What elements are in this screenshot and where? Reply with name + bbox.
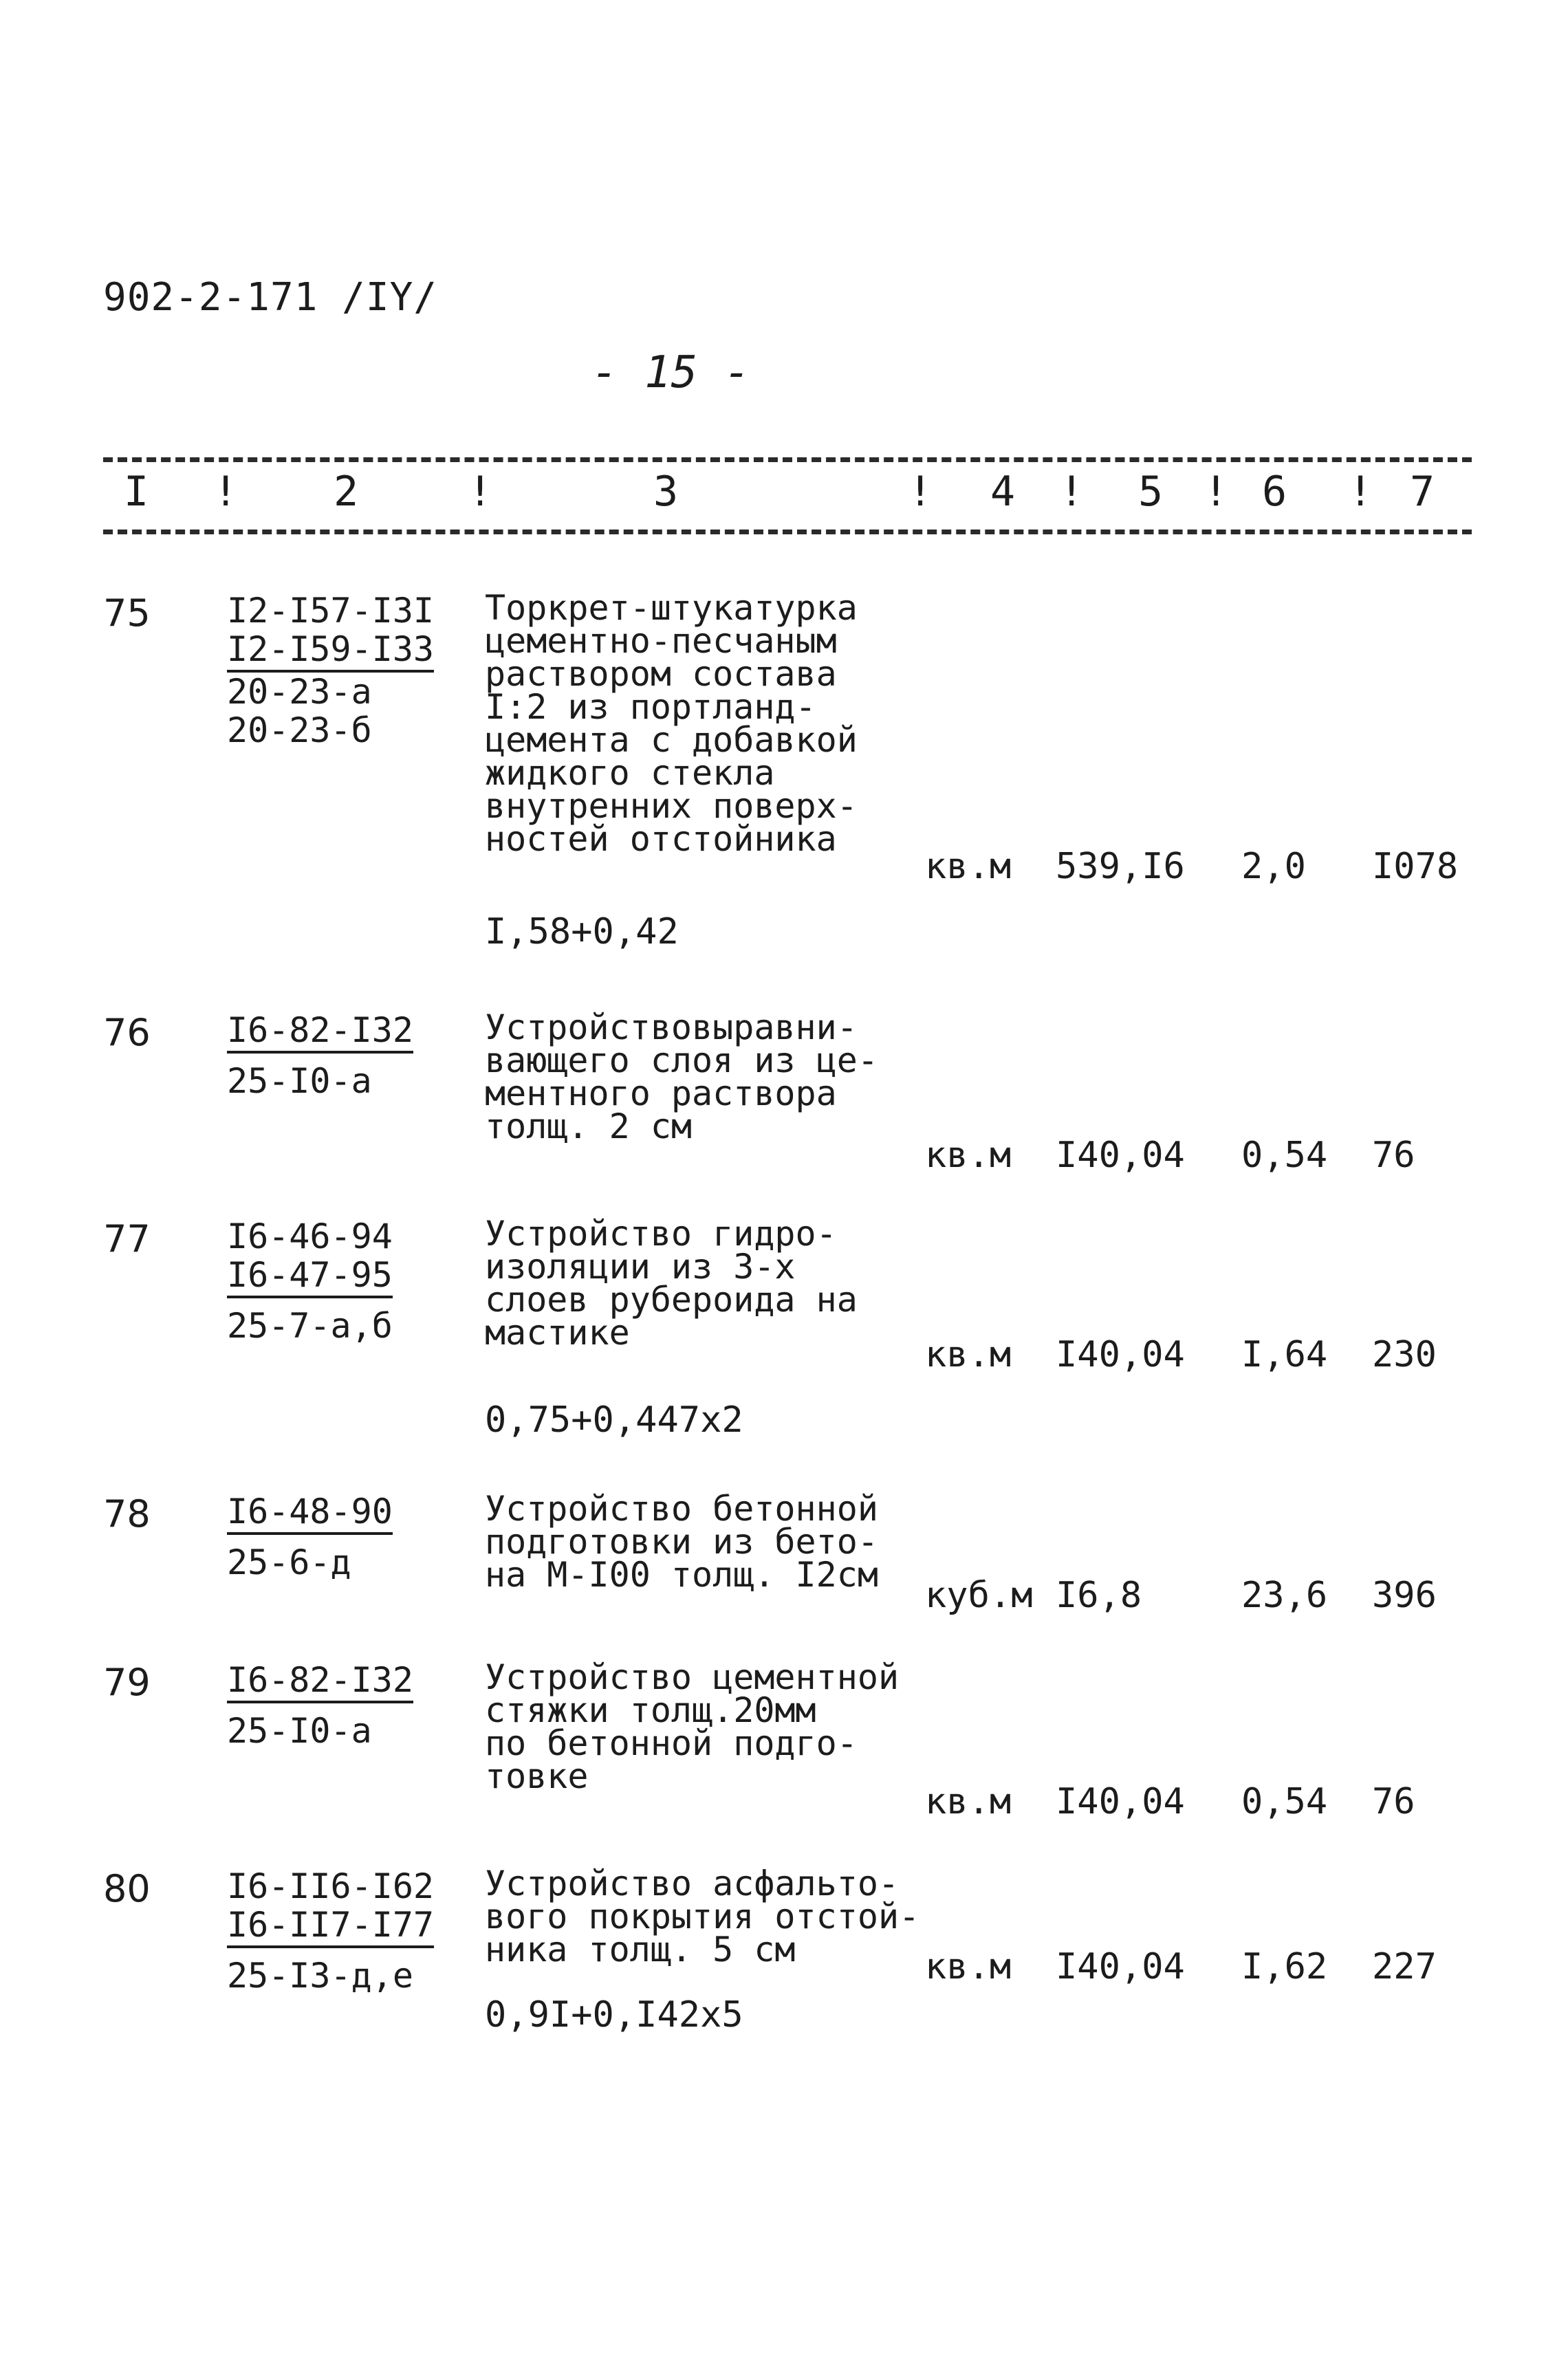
column-separator: !	[908, 468, 933, 516]
row-formula: 0,9I+0,I42х5	[485, 1994, 743, 2036]
column-header-2: 2	[334, 468, 359, 516]
code: 20-23-а	[227, 672, 372, 712]
column-header-5: 5	[1138, 468, 1164, 516]
row-unit: кв.м	[925, 1334, 1012, 1375]
table-header-bottom-rule	[103, 530, 1472, 534]
row-formula: I,58+0,42	[485, 911, 679, 952]
code: I2-I57-I3I	[227, 591, 435, 631]
row-total: I078	[1372, 846, 1459, 887]
row-codes	[227, 1867, 434, 1995]
column-header-6: 6	[1262, 468, 1287, 516]
row-description: Устройство бетонной подготовки из бето- на М-I00 толщ. I2см	[485, 1489, 878, 1595]
table-header-top-rule	[103, 457, 1472, 462]
code: 20-23-б	[227, 710, 372, 750]
row-total: 76	[1372, 1135, 1415, 1176]
row-number: 78	[103, 1492, 151, 1536]
row-unit-price: 2,0	[1241, 846, 1306, 887]
row-quantity: I40,04	[1056, 1334, 1185, 1375]
column-separator: !	[1204, 468, 1229, 516]
code: I6-47-95	[227, 1256, 393, 1298]
code: 25-I0-а	[227, 1711, 372, 1751]
document-id: 902-2-171 /IY/	[103, 275, 438, 320]
row-codes	[227, 1492, 393, 1582]
row-unit: кв.м	[925, 1135, 1012, 1176]
row-total: 76	[1372, 1781, 1415, 1822]
row-description: Торкрет-штукатурка цементно-песчаным раствором состава I:2 из портланд- цемента с добавкой жидкого стекла внутренних поверх- ностей отстойника	[485, 588, 858, 859]
column-separator: !	[1348, 468, 1373, 516]
column-header-3: 3	[653, 468, 679, 516]
code: I2-I59-I33	[227, 630, 434, 673]
column-header-1: I	[124, 468, 149, 516]
code: I6-82-I32	[227, 1661, 413, 1703]
code: I6-82-I32	[227, 1011, 413, 1054]
row-number: 76	[103, 1011, 151, 1054]
row-unit-price: 0,54	[1241, 1135, 1328, 1176]
row-quantity: I40,04	[1056, 1781, 1185, 1822]
row-total: 227	[1372, 1946, 1437, 1987]
row-quantity: 539,I6	[1056, 846, 1185, 887]
page-number: - 15 -	[591, 347, 751, 398]
row-quantity: I40,04	[1056, 1946, 1185, 1987]
row-number: 75	[103, 591, 151, 635]
column-separator: !	[1059, 468, 1085, 516]
row-codes	[227, 1011, 413, 1100]
row-formula: 0,75+0,447х2	[485, 1399, 743, 1441]
row-number: 80	[103, 1867, 151, 1910]
row-unit: кв.м	[925, 1946, 1012, 1987]
row-description: Устройствовыравни- вающего слоя из це- ментного раствора толщ. 2 см	[485, 1007, 878, 1146]
row-unit-price: I,62	[1241, 1946, 1328, 1987]
column-header-7: 7	[1410, 468, 1435, 516]
row-codes	[227, 591, 434, 750]
code: I6-II6-I62	[227, 1866, 435, 1906]
row-description: Устройство асфальто- вого покрытия отстой- ника толщ. 5 см	[485, 1864, 920, 1970]
column-separator: !	[468, 468, 493, 516]
column-header-4: 4	[990, 468, 1016, 516]
code: I6-46-94	[227, 1217, 393, 1256]
code: I6-48-90	[227, 1492, 393, 1535]
row-unit-price: 0,54	[1241, 1781, 1328, 1822]
row-quantity: I6,8	[1056, 1575, 1142, 1616]
row-number: 79	[103, 1661, 151, 1704]
row-total: 230	[1372, 1334, 1437, 1375]
row-total: 396	[1372, 1575, 1437, 1616]
row-unit: кв.м	[925, 1781, 1012, 1822]
row-unit: куб.м	[925, 1575, 1033, 1616]
row-unit-price: 23,6	[1241, 1575, 1328, 1616]
row-number: 77	[103, 1217, 151, 1261]
column-separator: !	[213, 468, 239, 516]
row-description: Устройство гидро- изоляции из 3-х слоев рубероида на мастике	[485, 1214, 858, 1353]
code: 25-I0-а	[227, 1061, 372, 1101]
code: 25-6-д	[227, 1542, 351, 1582]
row-codes	[227, 1217, 393, 1345]
row-unit: кв.м	[925, 846, 1012, 887]
row-unit-price: I,64	[1241, 1334, 1328, 1375]
code: I6-II7-I77	[227, 1906, 434, 1948]
row-quantity: I40,04	[1056, 1135, 1185, 1176]
code: 25-I3-д,е	[227, 1956, 413, 1996]
row-codes	[227, 1661, 413, 1750]
row-description: Устройство цементной стяжки толщ.20мм по бетонной подго- товке	[485, 1657, 900, 1796]
code: 25-7-а,б	[227, 1306, 393, 1346]
